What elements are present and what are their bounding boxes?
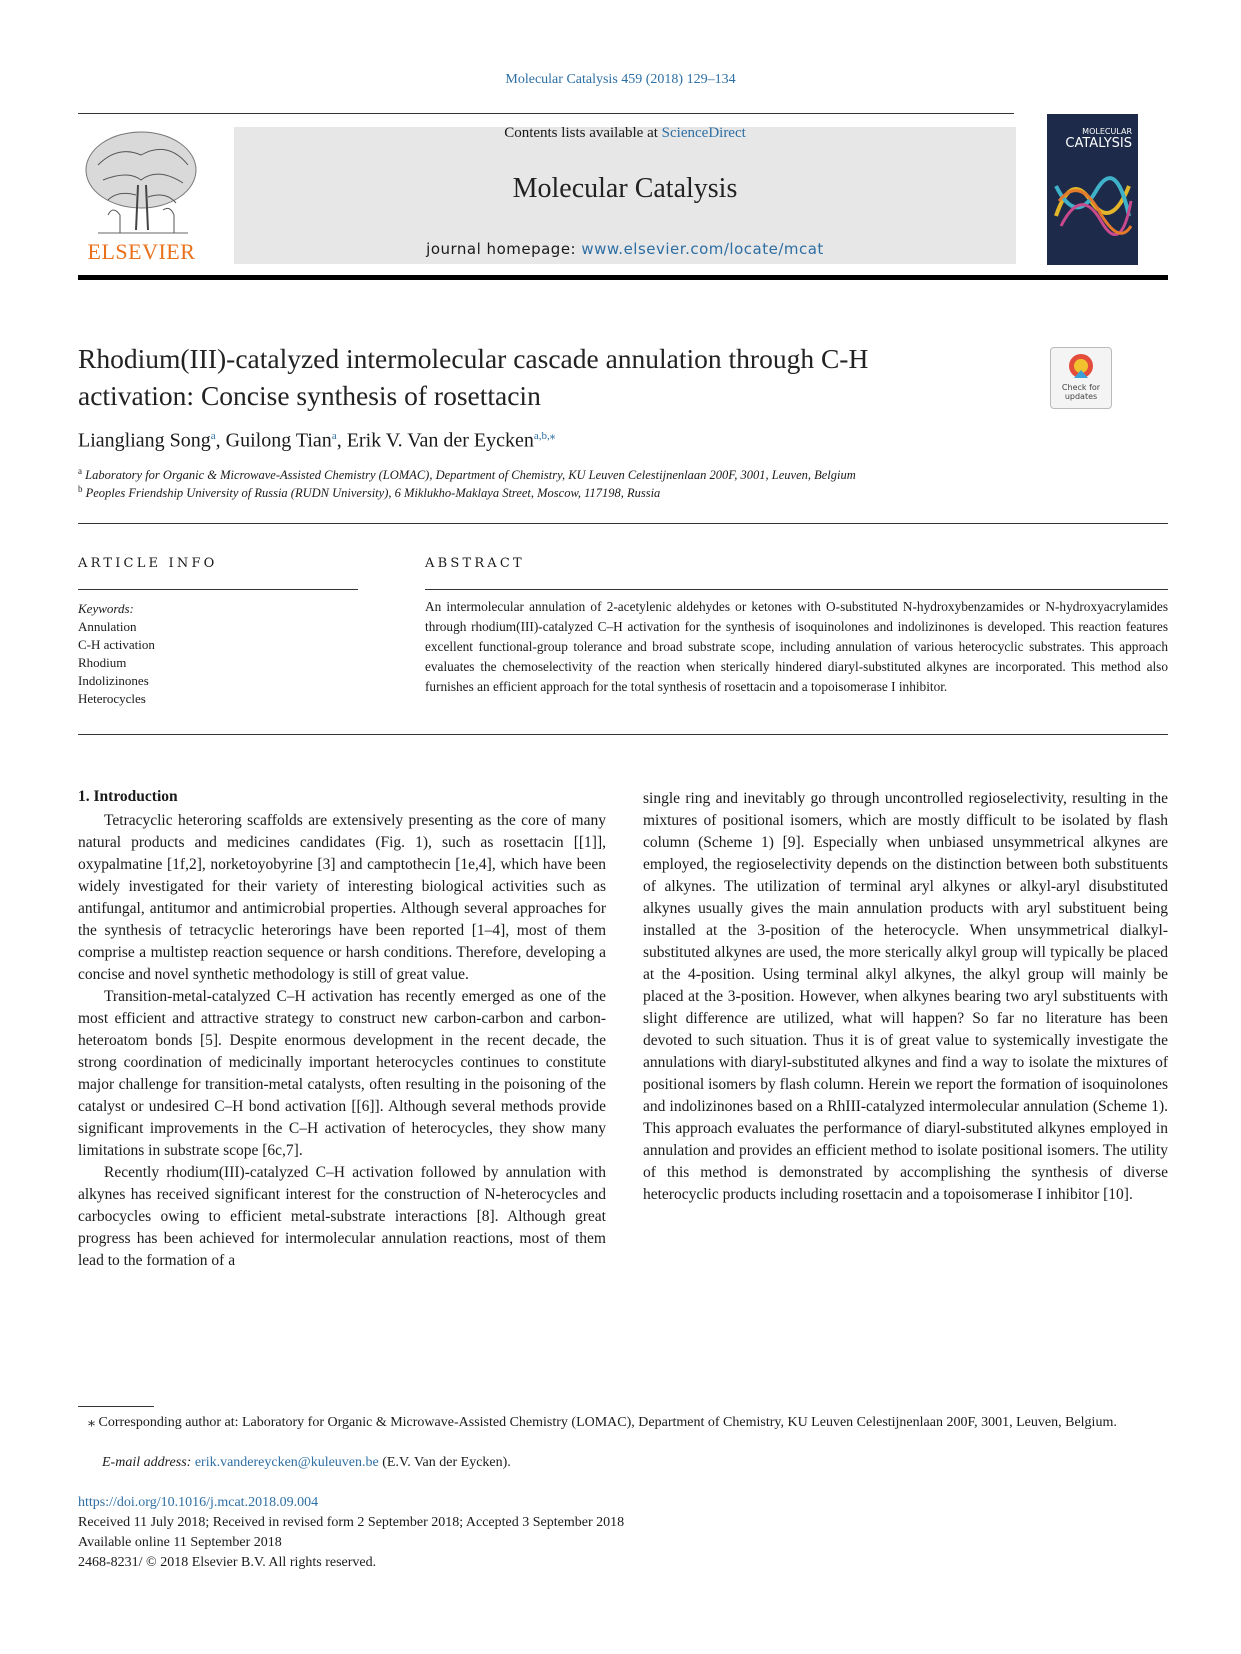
check-updates-icon: [1067, 352, 1095, 382]
email-note: [78, 1453, 1168, 1473]
sciencedirect-link[interactable]: ScienceDirect: [661, 125, 746, 141]
journal-homepage: [234, 240, 1016, 258]
title-line-2: activation: Concise synthesis of rosettacin: [78, 380, 541, 411]
author-list: Liangliang Song$^a$, Guilong Tian$^a$, Erik V. Van der Eycken$^{a,b,⁎}$: [78, 429, 556, 452]
keywords-label: Keywords:: [78, 601, 134, 616]
email-label: E-mail address:: [102, 1455, 195, 1470]
cover-title-2: CATALYSIS: [1065, 136, 1132, 151]
keyword-item: Annulation: [78, 619, 137, 634]
paragraph: Tetracyclic heteroring scaffolds are extensively presenting as the core of many natural products and medicines candidates (Fig. 1), such as rosettacin [[1]], oxypalmatine [1f,2], norketoyobyrine [3] and camptothecin [1e,4], which have been widely investigated for their variety of interesting biological activities such as antifungal, antitumor and antimicrobial properties. Although several approaches for the synthesis of tetracyclic heterorings have been reported [1–4], most of them comprise a multistep reaction sequence or harsh conditions. Therefore, developing a concise and novel synthetic methodology is still of great value.: [78, 812, 606, 983]
received-dates: Received 11 July 2018; Received in revised form 2 September 2018; Accepted 3 September 2018: [78, 1515, 625, 1530]
keywords-list: [78, 600, 155, 708]
contents-prefix: Contents lists available at: [504, 125, 662, 141]
author-name[interactable]: Erik V. Van der Eycken: [346, 429, 534, 452]
footnote-rule: [78, 1406, 154, 1407]
affiliation-text: Laboratory for Organic & Microwave-Assisted Chemistry (LOMAC), Department of Chemistry, KU Leuven Celestijnenlaan 200F, 3001, Leuven, Belgium: [85, 468, 856, 483]
affiliation-marker: b: [78, 484, 83, 494]
article-info-heading: ARTICLE INFO: [78, 556, 218, 571]
cover-artwork-icon: [1051, 166, 1134, 236]
header-thick-rule: [78, 275, 1168, 280]
affiliation-marker: a: [78, 466, 82, 476]
paragraph: Transition-metal-catalyzed C–H activation has recently emerged as one of the most efficient and attractive strategy to construct new carbon-carbon and carbon-heteroatom bonds [5]. Despite enormous development in the recent decade, the strong coordination of medicinally important heterocycles continues to constitute major challenge for transition-metal catalysts, often resulting in the poisoning of the catalyst or undesired C–H bond activation [[6]]. Although several methods provide significant improvements in the C–H activation of heterocycles, they show many limitations in substrate scope [6c,7].: [78, 988, 606, 1159]
author-affil-marker[interactable]: a: [331, 430, 337, 442]
title-line-1: Rhodium(III)-catalyzed intermolecular cascade annulation through C-H: [78, 343, 869, 374]
keyword-item: Rhodium: [78, 655, 127, 670]
divider: [78, 523, 1168, 524]
body-column-right: [643, 788, 1168, 1206]
divider: [425, 589, 1168, 590]
author-affil-marker[interactable]: a: [210, 430, 216, 442]
publisher-wordmark: ELSEVIER: [87, 239, 196, 264]
divider: [78, 734, 1168, 735]
body-column-left: [78, 810, 606, 1272]
keyword-item: Indolizinones: [78, 673, 149, 688]
journal-cover[interactable]: [1047, 114, 1138, 265]
corresponding-author-note: ⁎ Corresponding author at: Laboratory for Organic & Microwave-Assisted Chemistry (LOMAC), Department of Chemistry, KU Leuven Celestijnenlaan 200F, 3001, Leuven, Belgium.: [88, 1415, 1117, 1430]
homepage-prefix: journal homepage:: [426, 240, 582, 258]
section-heading: 1. Introduction: [78, 788, 178, 805]
journal-reference[interactable]: Molecular Catalysis 459 (2018) 129–134: [505, 72, 736, 87]
affiliation-b: [78, 484, 660, 501]
abstract-text: An intermolecular annulation of 2-acetylenic aldehydes or ketones with O-substituted N-hydroxybenzamides or N-hydroxyacrylamides through rhodium(III)-catalyzed C–H activation for the synthesis of isoquinolones and indolizinones is developed. This reaction features excellent functional-group tolerance and broad substrate scope, including annulation of various heterocyclic substrates. This approach evaluates the chemoselectivity of the reaction when sterically hindered diaryl-substituted alkynes are incorporated. This method also furnishes an efficient approach for the total synthesis of rosettacin and a topoisomerase I inhibitor.: [425, 599, 1168, 694]
available-online: Available online 11 September 2018: [78, 1535, 282, 1550]
keyword-item: C-H activation: [78, 637, 155, 652]
homepage-link[interactable]: www.elsevier.com/locate/mcat: [581, 240, 824, 258]
affiliation-text: Peoples Friendship University of Russia (RUDN University), 6 Miklukho-Maklaya Street, Moscow, 117198, Russia: [85, 486, 661, 501]
author-name[interactable]: Liangliang Song: [78, 429, 211, 452]
affiliation-a: [78, 466, 856, 483]
email-suffix: (E.V. Van der Eycken).: [378, 1455, 511, 1470]
doi-link[interactable]: https://doi.org/10.1016/j.mcat.2018.09.004: [78, 1495, 319, 1510]
elsevier-logo: [78, 125, 205, 265]
journal-banner: [234, 127, 1016, 264]
article-title: [78, 340, 1018, 414]
author-name[interactable]: Guilong Tian: [225, 429, 332, 452]
contents-line: [234, 125, 1016, 142]
paragraph: Recently rhodium(III)-catalyzed C–H activation followed by annulation with alkynes has received significant interest for the construction of N-heterocycles and carbocycles owing to efficient metal-substrate interactions [8]. Although great progress has been achieved for intermolecular annulation reactions, most of them lead to the formation of a: [78, 1164, 606, 1269]
journal-title: Molecular Catalysis: [512, 173, 738, 204]
cover-title-1: MOLECULAR: [1082, 127, 1132, 136]
divider: [78, 589, 358, 590]
copyright: 2468-8231/ © 2018 Elsevier B.V. All rights reserved.: [78, 1555, 377, 1570]
keyword-item: Heterocycles: [78, 691, 146, 706]
email-link[interactable]: erik.vandereycken@kuleuven.be: [194, 1455, 379, 1470]
check-updates-label: Check for updates: [1061, 383, 1101, 401]
check-for-updates-badge[interactable]: [1050, 347, 1112, 409]
abstract-heading: ABSTRACT: [425, 556, 525, 571]
paragraph: single ring and inevitably go through uncontrolled regioselectivity, resulting in the mixtures of positional isomers, which are mostly difficult to be isolated by flash column (Scheme 1) [9]. Especially when unbiased unsymmetrical alkynes are employed, the regioselectivity depends on the distinction between both substituents of alkynes. The utilization of terminal aryl alkynes or alkyl-aryl disubstituted alkynes usually gives the main annulation products with aryl substituent being installed at the 3-position of the heterocycle. When unsymmetrical dialkyl-substituted alkynes are used, the more sterically alkyl group will typically be placed at the 4-position. Using terminal alkyl alkynes, the alkyl group will mainly be placed at the 3-position. However, when alkynes bearing two aryl substituents with slight difference are utilized, what will happen? So far no literature has been devoted to such situation. Thus it is of great value to systemically investigate the annulations with diaryl-substituted alkynes and find a way to isolate the mixtures of positional isomers by flash column. Herein we report the formation of isoquinolones and indolizinones based on a RhIII-catalyzed intermolecular annulation (Scheme 1). This approach evaluates the performance of diaryl-substituted alkynes employed in annulation and provides an efficient method to isolate positional isomers. The utility of this method is demonstrated by accomplishing the synthesis of diverse heterocyclic products including rosettacin and a topoisomerase I inhibitor [10].: [643, 790, 1168, 1203]
header-rule: [78, 113, 1014, 114]
author-affil-marker[interactable]: a,b,⁎: [533, 430, 556, 442]
